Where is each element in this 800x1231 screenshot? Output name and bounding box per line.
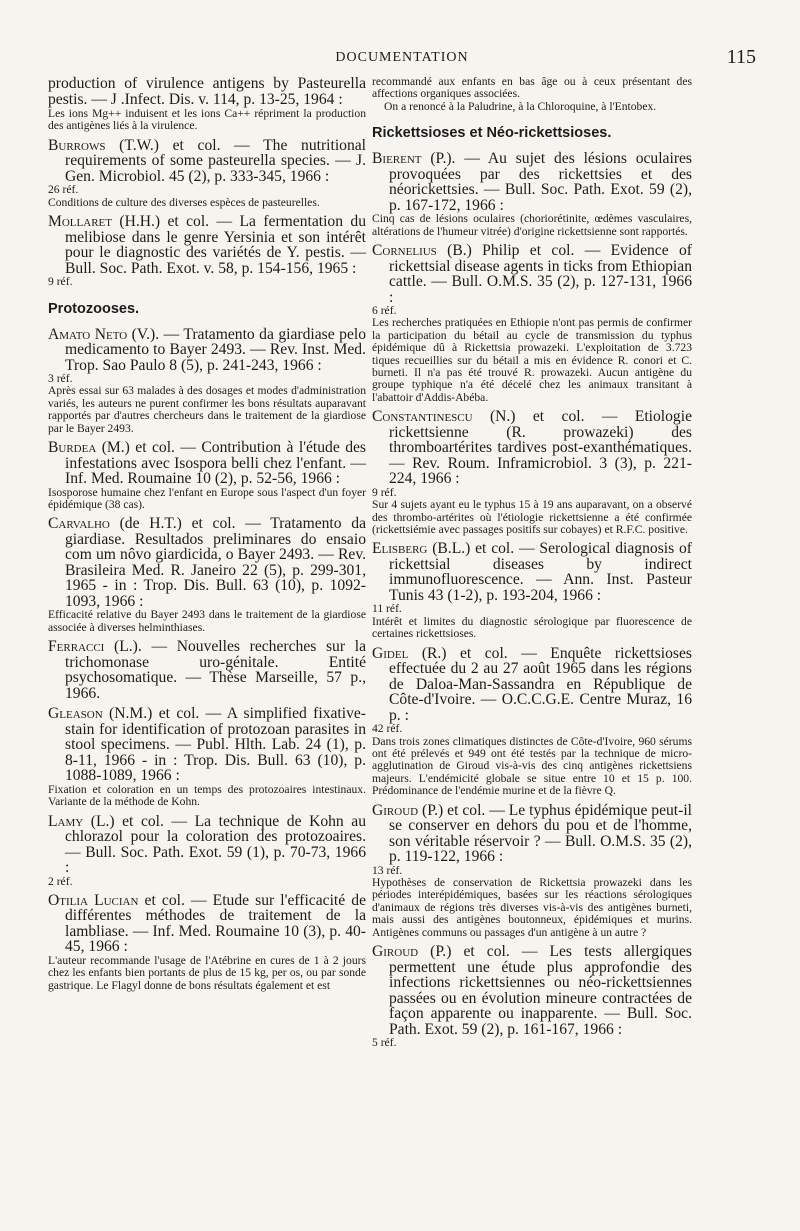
author-name: Burrows: [48, 136, 106, 154]
running-title: DOCUMENTATION: [335, 50, 469, 65]
citation-details: (M.) et col. — Contribution à l'étude des infestations avec Isospora belli chez l'enfant. — Inf. Med. Roumaine 10 (2), p. 52-56, 1966 :: [65, 439, 366, 488]
citation: [372, 151, 692, 213]
abstract-note: Intérêt et limites du diagnostic sérologique par fluorescence de certaines rickettsioses.: [372, 614, 692, 641]
citation: [372, 646, 692, 724]
lead-entry: [48, 76, 366, 133]
abstract-note: Après essai sur 63 malades à des dosages et modes d'administration variés, les auteurs ne purent confirmer les bons résultats auparavant rapportés par d'autres chercheurs dans le traitement de la giardiose par le Bayer 2493.: [48, 384, 366, 435]
citation: [372, 944, 692, 1037]
abstract-note: Les recherches pratiquées en Ethiopie n'ont pas permis de confirmer la participation du bétail au cycle de transmission du typhus épidémique dû à Rickettsia prowazeki. L'exploitation de 3.723 tiques recueillies sur du bétail a mis en évidence R. conori et C. burneti. Il n'a pas été trouvé R. prowazeki. Aucun antigène du groupe typhique n'a été décelé chez les animaux transitant à l'abattoir d'Addis-Abéba.: [372, 316, 692, 404]
citation-details: (B.) Philip et col. — Evidence of rickettsial disease agents in ticks from Ethiopian cattle. — Bull. O.M.S. 35 (2), p. 127-131, 1966 :: [389, 242, 692, 306]
reference-count: 42 réf.: [372, 722, 403, 736]
section-heading-rickettsioses: Rickettsioses et Néo-rickettsioses.: [372, 125, 612, 142]
author-name: Cornelius: [372, 242, 437, 260]
left-column: [48, 76, 366, 997]
citation: [372, 243, 692, 305]
bibliography-entry: [48, 893, 366, 992]
abstract-note: Les ions Mg++ induisent et les ions Ca++ répriment la production des antigènes liés à la virulence.: [48, 107, 366, 133]
author-name: Mollaret: [48, 213, 112, 231]
author-name: Elisberg: [372, 540, 428, 558]
bibliography-entry: [372, 541, 692, 640]
author-name: Lamy: [48, 812, 84, 830]
citation-details: (H.H.) et col. — La fermentation du melibiose dans le genre Yersinia et son intérêt pour le diagnostic des variétés de Y. pestis. — Bull. Soc. Path. Exot. v. 58, p. 154-156, 1965 :: [65, 213, 366, 277]
author-name: Bierent: [372, 150, 422, 168]
reference-count: 5 réf.: [372, 1036, 397, 1049]
citation-details: (L.) et col. — La technique de Kohn au chlorazol pour la coloration des protozoaires. — Bull. Soc. Path. Exot. 59 (1), p. 70-73, 1966 :: [65, 812, 366, 876]
reference-count: 9 réf.: [48, 275, 73, 289]
citation: [372, 409, 692, 487]
bibliography-entry: [372, 944, 692, 1049]
bibliography-entry: [48, 706, 366, 808]
citation: [48, 440, 366, 487]
bibliography-list-rickettsioses: [372, 151, 692, 1049]
page-header: [48, 46, 756, 70]
citation-details: (V.). — Tratamento da giardiase pelo medicamento to Bayer 2493. — Rev. Inst. Med. Trop. Sao Paulo 8 (5), p. 241-243, 1966 :: [65, 325, 367, 374]
bibliography-entry: [48, 639, 366, 701]
reference-count: 13 réf.: [372, 863, 403, 877]
reference-count: 11 réf.: [372, 602, 402, 616]
reference-count: 3 réf.: [48, 372, 73, 386]
author-name: Burdea: [48, 439, 97, 457]
citation-details: (R.) et col. — Enquête rickettsioses effectuée du 2 au 27 août 1965 dans les régions de Daloa-Man-Sassandra en République de Côte-d'Ivoire. — O.C.C.G.E. Centre Muraz, 16 p. :: [389, 644, 692, 724]
citation-details: (N.M.) et col. — A simplified fixative-stain for identification of protozoan parasites in stool specimens. — Publ. Hlth. Lab. 24 (1), p. 8-11, 1966 - in : Trop. Dis. Bull. 63 (10), p. 1088-1089, 1966 :: [65, 705, 366, 785]
citation-details: (P.). — Au sujet des lésions oculaires provoquées par des rickettsies et des néorickettsies. — Bull. Soc. Path. Exot. 59 (2), p. 167-172, 1966 :: [389, 150, 692, 214]
author-name: Otilia Lucian: [48, 891, 139, 909]
abstract-note: L'auteur recommande l'usage de l'Atébrine en cures de 1 à 2 jours chez les enfants bien portants de plus de 15 kg, per os, ou par sonde gastrique. Le Flagyl donne de bons résultats également et est: [48, 953, 366, 992]
bibliography-entry: [48, 440, 366, 511]
citation: [48, 138, 366, 185]
right-column: [372, 76, 692, 1054]
abstract-note: Conditions de culture des diverses espèces de pasteurelles.: [48, 195, 320, 209]
citation: [48, 814, 366, 876]
bibliography-entry: [372, 646, 692, 798]
author-name: Gleason: [48, 705, 103, 723]
citation-details: (N.) et col. — Etiologie rickettsienne (R. prowazeki) des thromboartérites tardives post-exanthématiques. — Rev. Roum. Inframicrobiol. 3 (3), p. 221-224, 1966 :: [389, 408, 692, 488]
author-name: Giroud: [372, 801, 419, 819]
citation: [48, 706, 366, 784]
citation-details: et col. — Etude sur l'efficacité de différentes méthodes de traitement de la lambliase. — Inf. Med. Roumaine 10 (3), p. 40-45, 1966 :: [65, 891, 366, 956]
abstract-note: Isosporose humaine chez l'enfant en Europe sous l'aspect d'un foyer épidémique (38 cas).: [48, 485, 366, 511]
citation-details: (L.). — Nouvelles recherches sur la trichomonase uro-génitale. Entité psychosomatique. — Thèse Marseille, 57 p., 1966.: [65, 638, 366, 702]
bibliography-entry: [48, 214, 366, 288]
abstract-note: Cinq cas de lésions oculaires (choriorétinite, œdèmes vasculaires, altérations de l'humeur vitrée) d'origine rickettsienne sont rapportés.: [372, 212, 692, 238]
citation-continuation: production of virulence antigens by Pasteurella pestis. — J .Infect. Dis. v. 114, p. 13-25, 1964 :: [48, 75, 366, 108]
bibliography-entry: [48, 138, 366, 209]
section-heading-protozooses: Protozooses.: [48, 300, 140, 317]
author-name: Giroud: [372, 943, 419, 960]
reference-count: 6 réf.: [372, 304, 397, 318]
author-name: Carvalho: [48, 515, 110, 533]
reference-count: 9 réf.: [372, 485, 397, 499]
citation: [372, 541, 692, 603]
author-name: Gidel: [372, 644, 409, 662]
bibliography-list-protozooses: [48, 327, 366, 993]
citation-details: (de H.T.) et col. — Tratamento da giardiase. Resultados preliminares do ensaio com um nôvo giardicida, o Bayer 2493. — Rev. Brasileira Med. R. Janeiro 22 (5), p. 299-301, 1965 - in : Trop. Dis. Bull. 63 (10), p. 1092-1093, 1966 :: [65, 515, 366, 610]
citation-details: (P.) et col. — Le typhus épidémique peut-il se conserver en dehors du pou et de l'homme, son véritable réservoir ? — Bull. O.M.S. 35 (2), p. 119-122, 1966 :: [389, 801, 692, 866]
bibliography-entry: [372, 151, 692, 238]
citation: [48, 893, 366, 955]
citation: [48, 639, 366, 701]
abstract-continuation: recommandé aux enfants en bas âge ou à ceux présentant des affections organiques associées.: [372, 75, 692, 101]
bibliography-entry: [372, 409, 692, 536]
page-number: 115: [726, 46, 756, 68]
citation: [372, 803, 692, 865]
abstract-note: Hypothèses de conservation de Rickettsia prowazeki dans les périodes interépidémiques, basées sur les réactions sérologiques d'animaux de régions très diverses vis-à-vis des antigènes burneti, mais aussi des antigènes boutonneux, épidémiques et murins. Antigènes communs ou passages d'un antigène à un autre ?: [372, 875, 692, 939]
author-name: Amato Neto: [48, 325, 128, 343]
citation-details: (P.) et col. — Les tests allergiques permettent une étude plus approfondie des infections rickettsiennes ou néo-rickettsiennes passées ou en évolution mineure contractées de façon apparente ou inapparente. — Bull. Soc. Path. Exot. 59 (2), p. 161-167, 1966 :: [389, 943, 692, 1038]
citation-details: (T.W.) et col. — The nutritional requirements of some pasteurella species. — J. Gen. Microbiol. 45 (2), p. 333-345, 1966 :: [65, 136, 366, 185]
bibliography-entry: [372, 243, 692, 404]
abstract-continuation-2: On a renoncé à la Paludrine, à la Chloroquine, à l'Entobex.: [384, 99, 657, 113]
reference-count: 26 réf.: [48, 183, 79, 197]
abstract-note: Efficacité relative du Bayer 2493 dans le traitement de la giardiose associée à diverses helminthiases.: [48, 608, 366, 634]
citation: [48, 516, 366, 609]
abstract-note: Fixation et coloration en un temps des protozoaires intestinaux. Variante de la méthode de Kohn.: [48, 782, 366, 809]
bibliography-entry: [48, 814, 366, 888]
bibliography-entry: [372, 803, 692, 939]
abstract-note: Sur 4 sujets ayant eu le typhus 15 à 19 ans auparavant, on a observé des thrombo-artérites où l'étiologie rickettsienne a été confirmée (rickettsiémie avec passages positifs sur cobayes) et R.F.C. positive.: [372, 498, 692, 536]
bibliography-entry: [48, 516, 366, 634]
abstract-note: Dans trois zones climatiques distinctes de Côte-d'Ivoire, 960 sérums ont été prélevés et 949 ont été testés par la technique de micro-agglutination de Giroud vis-à-vis des cinq antigènes rickettsiens majeurs. L'endémicité globale se situe entre 10 et 15 p. 100. Prédominance de l'endémie murine et de la fièvre Q.: [372, 734, 692, 798]
citation: [48, 327, 366, 374]
author-name: Constantinescu: [372, 408, 473, 426]
citation: [48, 214, 366, 276]
bibliography-list-top: [48, 138, 366, 289]
author-name: Ferracci: [48, 638, 105, 656]
bibliography-entry: [48, 327, 366, 436]
reference-count: 2 réf.: [48, 874, 73, 888]
citation-details: (B.L.) et col. — Serological diagnosis of rickettsial diseases by indirect immunofluorescence. — Ann. Inst. Pasteur Tunis 43 (1-2), p. 193-204, 1966 :: [389, 540, 692, 604]
